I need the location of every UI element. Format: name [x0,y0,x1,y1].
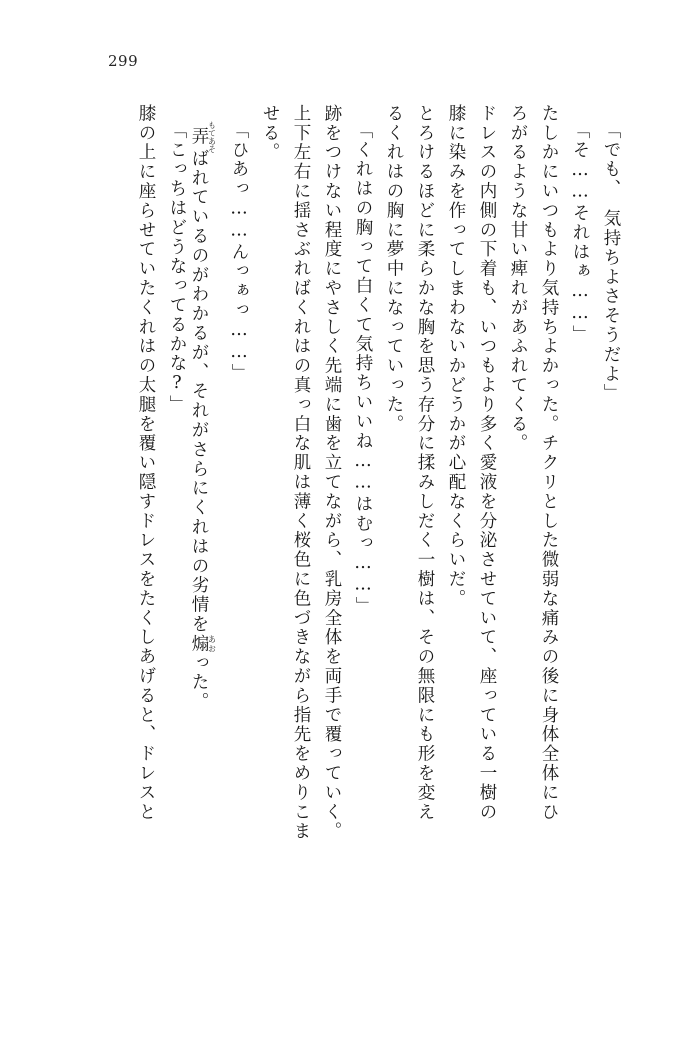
text-column-with-ruby: 弄もてあそばれているのがわかるが、それがさらにくれはの劣情を煽あおった。 [189,121,217,712]
page-number: 299 [108,52,139,70]
text-column: 「くれはの胸って白くて気持ちいいね……はむっ……」 [353,121,373,616]
text-column: ドレスの内側の下着も、いつもより多く愛液を分泌させていて、座っている一樹の [477,104,497,822]
text-column: 「そ……それはぁ……」 [570,121,590,345]
text-column: 上下左右に揺さぶればくれはの真っ白な肌は薄く桜色に色づきながら指先をめりこま [291,104,311,842]
text-column: たしかにいつもより気持ちよかった。チクリとした微弱な痛みの後に身体全体にひ [539,104,559,822]
text-column: 「でも、 気持ちよさそうだよ」 [601,121,621,404]
text-column: とろけるほどに柔らかな胸を思う存分に揉みしだく一樹は、その無限にも形を変え [415,104,435,822]
text-column: 「ひあっ……んっぁっ……」 [229,121,249,384]
text-column: 膝の上に座らせていたくれはの太腿を覆い隠すドレスをたくしあげると、ドレスと [136,104,156,822]
text-column: 膝に染みを作ってしまわないかどうかが心配なくらいだ。 [446,104,466,609]
vertical-text-block [74,104,619,984]
text-column: るくれはの胸に夢中になっていった。 [384,104,404,434]
ruby-annotation: 弄もてあそ [189,121,217,153]
text-column: せる。 [260,104,280,163]
ruby-annotation: 煽あお [189,634,217,654]
text-column: 跡をつけない程度にやさしく先端に歯を立てながら、乳房全体を両手で覆っていく。 [322,104,342,842]
text-column: ろがるような甘い痺れがあふれてくる。 [508,104,528,454]
text-column: 「こっちはどうなってるかな?」 [167,121,187,415]
